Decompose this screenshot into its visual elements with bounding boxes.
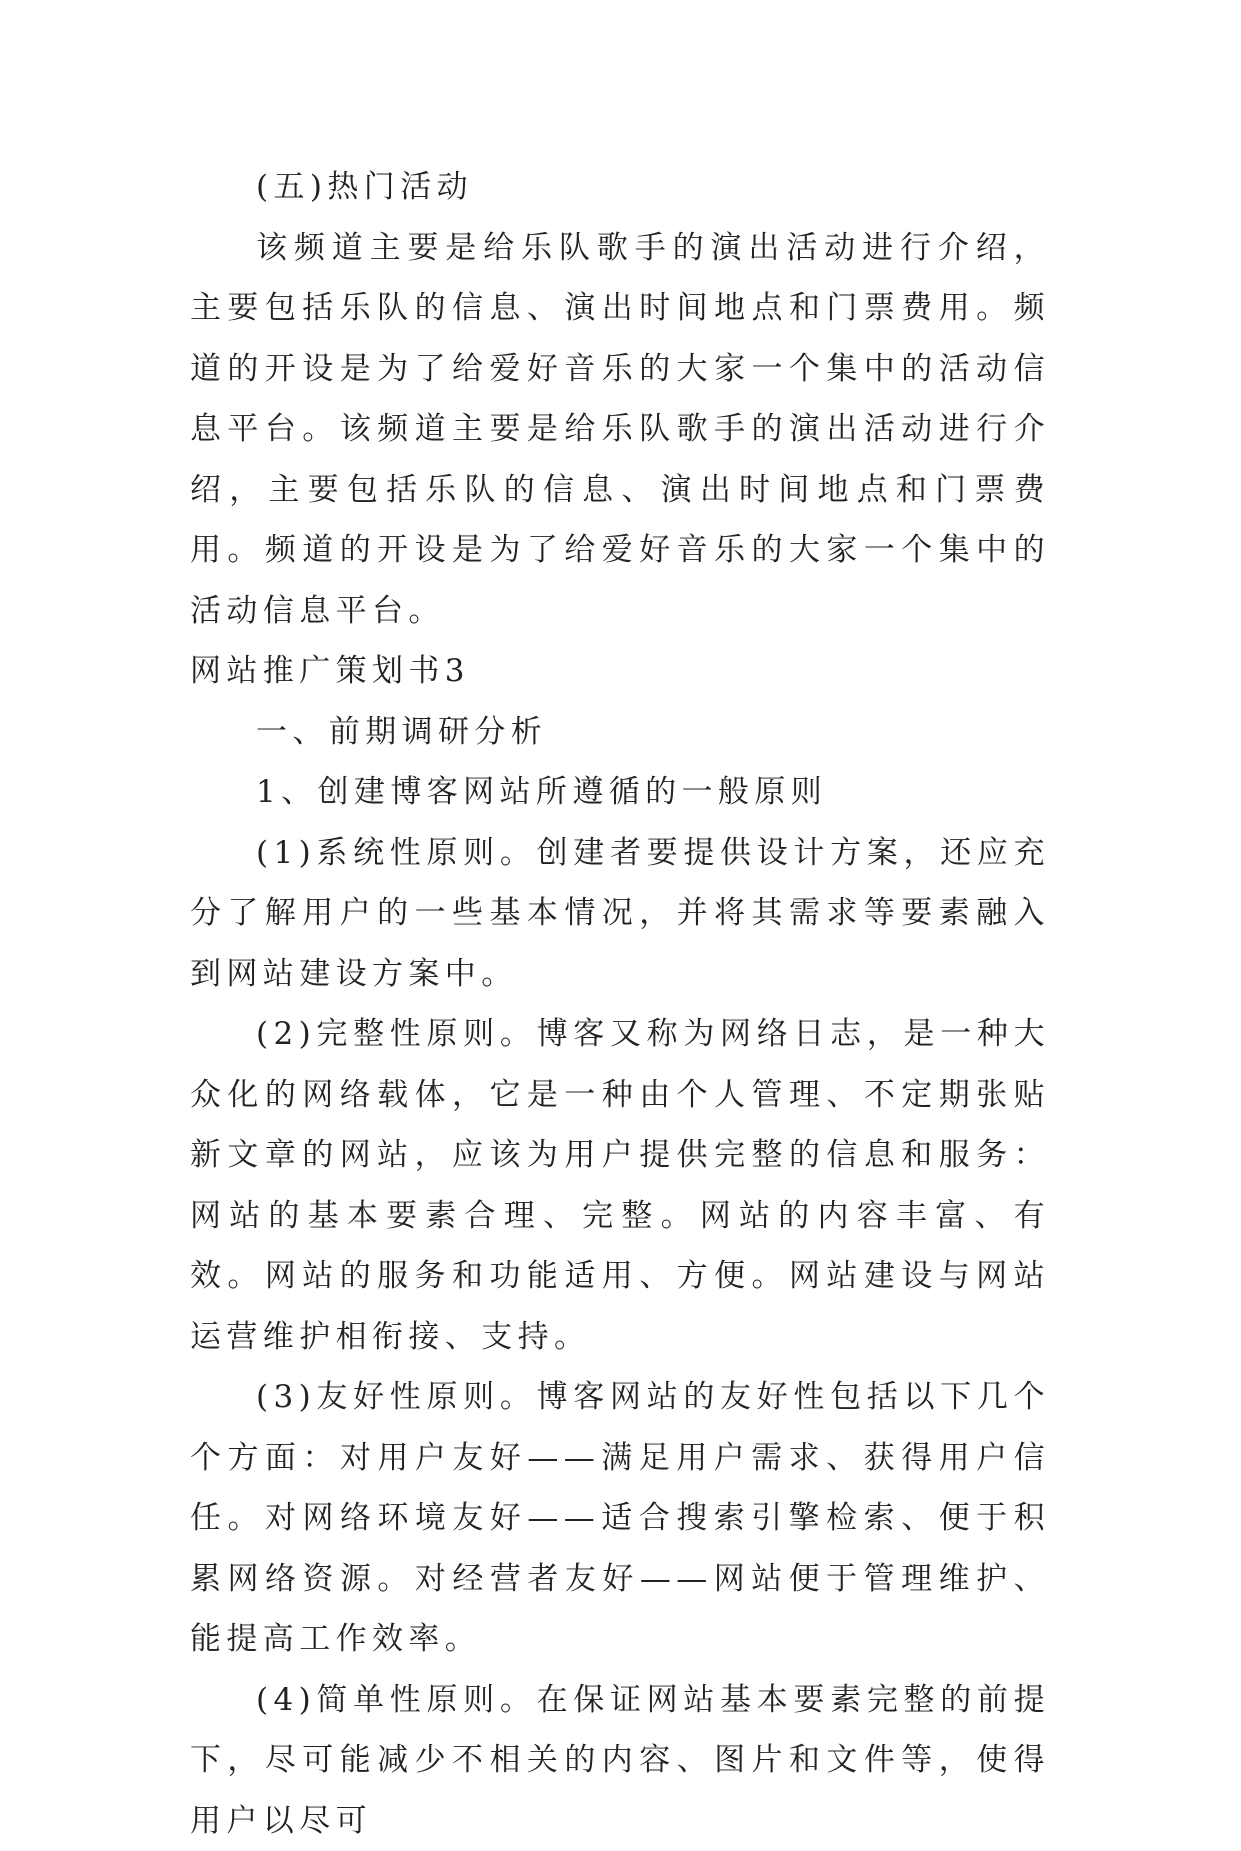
heading-blog-principles: 1、创建博客网站所遵循的一般原则	[190, 762, 1050, 823]
paragraph-completeness-principle: (2)完整性原则。博客又称为网络日志，是一种大众化的网络载体，它是一种由个人管理、不定期张贴新文章的网站，应该为用户提供完整的信息和服务：网站的基本要素合理、完整。网站的内容丰富、有效。网站的服务和功能适用、方便。网站建设与网站运营维护相衔接、支持。	[190, 1004, 1050, 1367]
section-title-plan-3: 网站推广策划书3	[190, 641, 1050, 702]
document-body	[190, 157, 1050, 1851]
heading-preliminary-research: 一、前期调研分析	[190, 702, 1050, 763]
paragraph-systematic-principle: (1)系统性原则。创建者要提供设计方案，还应充分了解用户的一些基本情况，并将其需求等要素融入到网站建设方案中。	[190, 823, 1050, 1005]
paragraph-simplicity-principle: (4)简单性原则。在保证网站基本要素完整的前提下，尽可能减少不相关的内容、图片和文件等，使得用户以尽可	[190, 1670, 1050, 1851]
heading-hot-activities: (五)热门活动	[190, 157, 1050, 218]
paragraph-friendliness-principle: (3)友好性原则。博客网站的友好性包括以下几个个方面：对用户友好——满足用户需求、获得用户信任。对网络环境友好——适合搜索引擎检索、便于积累网络资源。对经营者友好——网站便于管理维护、能提高工作效率。	[190, 1367, 1050, 1670]
paragraph-hot-activities-intro: 该频道主要是给乐队歌手的演出活动进行介绍，主要包括乐队的信息、演出时间地点和门票费用。频道的开设是为了给爱好音乐的大家一个集中的活动信息平台。该频道主要是给乐队歌手的演出活动进行介绍，主要包括乐队的信息、演出时间地点和门票费用。频道的开设是为了给爱好音乐的大家一个集中的活动信息平台。	[190, 218, 1050, 642]
